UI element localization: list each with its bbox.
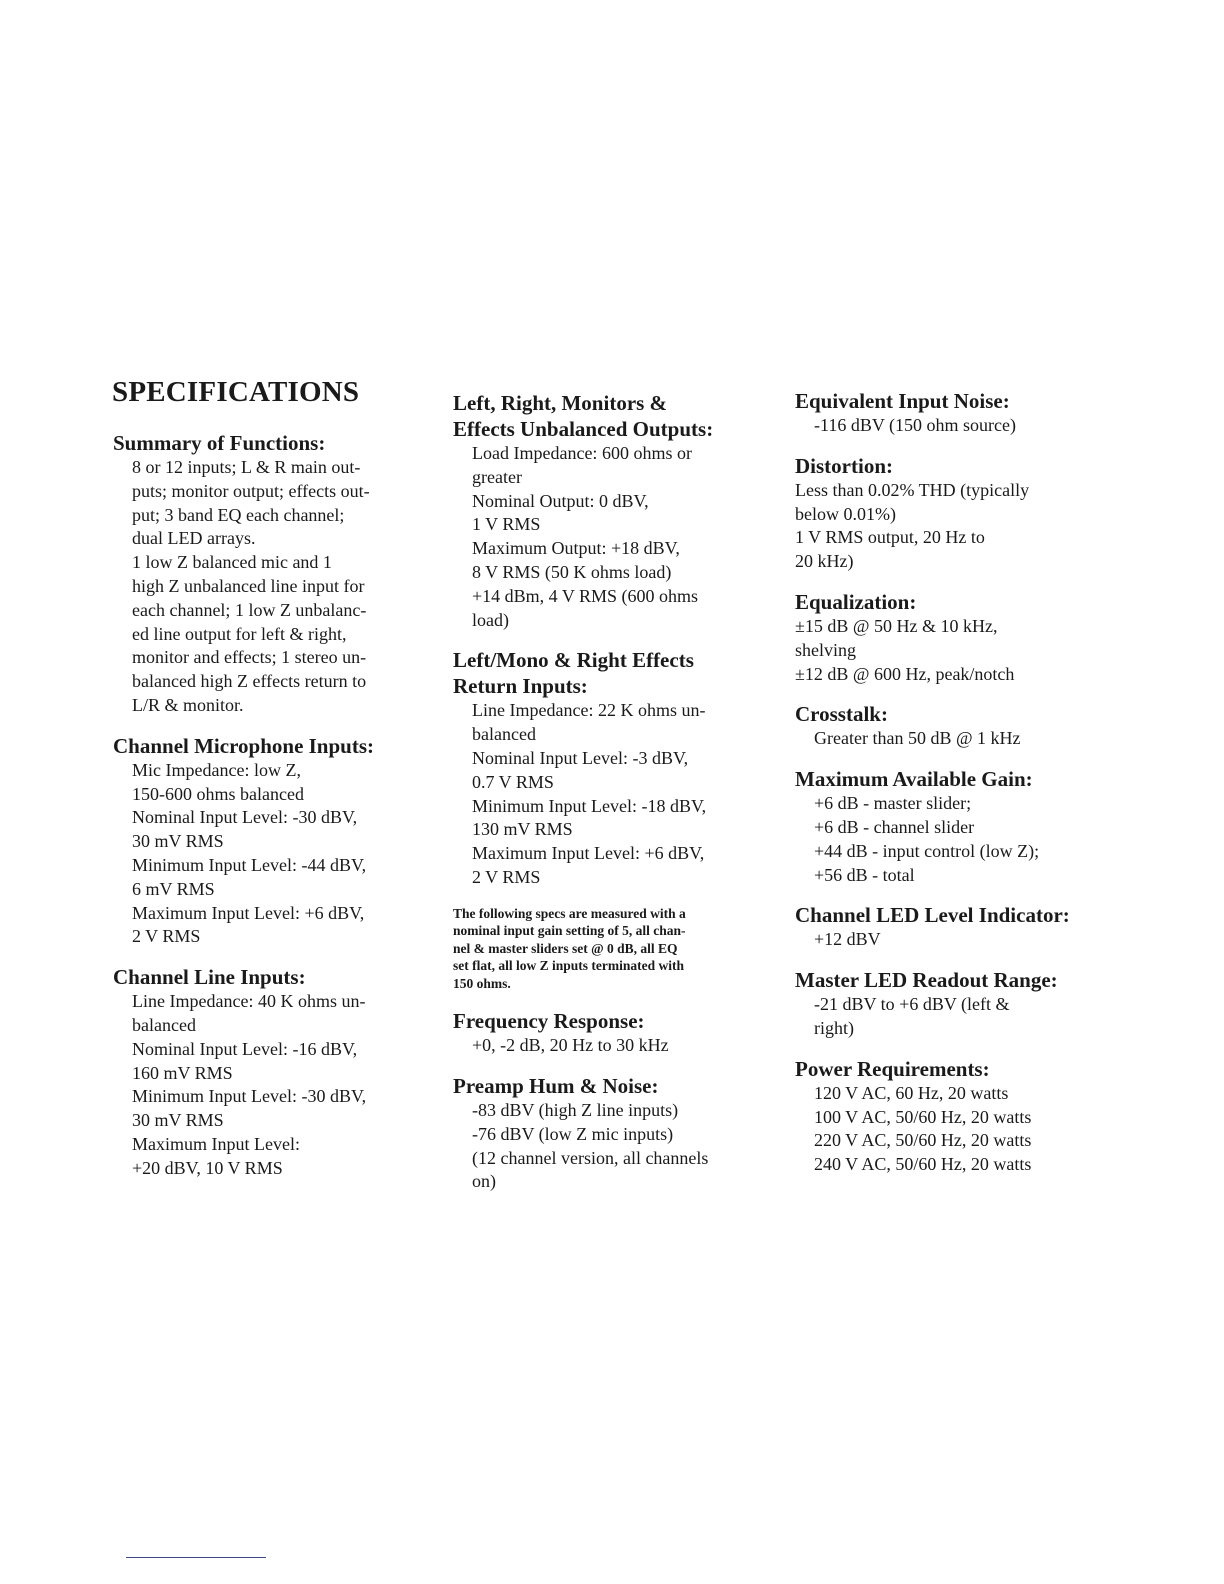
spec-column-3 (795, 388, 1115, 1192)
section-heading: Power Requirements: (795, 1056, 990, 1081)
spec-line: Minimum Input Level: -44 dBV, (132, 854, 367, 875)
spec-line: 8 V RMS (50 K ohms load) (472, 561, 672, 582)
footer-rule (126, 1557, 266, 1558)
section-body (795, 792, 1115, 887)
spec-line: 1 V RMS (472, 514, 541, 535)
spec-section-channel-line-inputs (113, 964, 423, 1180)
spec-line: +12 dBV (814, 929, 881, 950)
spec-line: each channel; 1 low Z unbalanc- (132, 599, 367, 620)
spec-line: -21 dBV to +6 dBV (left & (814, 994, 1010, 1015)
spec-line: 20 kHz) (795, 551, 854, 572)
section-heading: Equalization: (795, 589, 917, 614)
section-heading: Left, Right, Monitors & (453, 391, 668, 415)
spec-line: Nominal Input Level: -16 dBV, (132, 1038, 358, 1059)
spec-line: 240 V AC, 50/60 Hz, 20 watts (814, 1154, 1032, 1175)
spec-line: +0, -2 dB, 20 Hz to 30 kHz (472, 1035, 669, 1056)
spec-line: balanced high Z effects return to (132, 671, 367, 692)
spec-section-distortion (795, 453, 1115, 574)
spec-section-equalization (795, 589, 1115, 686)
spec-line: +14 dBm, 4 V RMS (600 ohms (472, 585, 699, 606)
spec-line: right) (814, 1017, 854, 1038)
spec-line: high Z unbalanced line input for (132, 575, 365, 596)
spec-line: -83 dBV (high Z line inputs) (472, 1100, 679, 1121)
spec-line: 6 mV RMS (132, 878, 215, 899)
spec-line: 30 mV RMS (132, 1110, 224, 1131)
spec-line: monitor and effects; 1 stereo un- (132, 647, 367, 668)
section-body (795, 1082, 1115, 1177)
spec-line: Less than 0.02% THD (typically (795, 479, 1030, 500)
note-line: nominal input gain setting of 5, all chan- (453, 923, 686, 939)
note-line: The following specs are measured with a (453, 905, 686, 921)
spec-line: L/R & monitor. (132, 694, 244, 715)
note-line: nel & master sliders set @ 0 dB, all EQ (453, 940, 678, 956)
spec-line: 2 V RMS (132, 926, 201, 947)
section-heading: Effects Unbalanced Outputs: (453, 417, 714, 441)
section-heading: Channel Line Inputs: (113, 965, 306, 990)
spec-line: 30 mV RMS (132, 831, 224, 852)
spec-line: +6 dB - master slider; (814, 793, 972, 814)
spec-line: Maximum Output: +18 dBV, (472, 538, 680, 559)
spec-section-frequency-response (453, 1008, 763, 1058)
spec-column-2 (453, 390, 763, 1209)
section-heading: Master LED Readout Range: (795, 968, 1058, 993)
spec-line: shelving (795, 639, 856, 660)
spec-line: greater (472, 466, 522, 487)
section-body (795, 479, 1115, 574)
page-title: SPECIFICATIONS (112, 376, 360, 408)
spec-line: ed line output for left & right, (132, 623, 347, 644)
spec-line: -76 dBV (low Z mic inputs) (472, 1123, 674, 1144)
section-heading: Frequency Response: (453, 1009, 645, 1034)
spec-line: dual LED arrays. (132, 528, 256, 549)
spec-line: put; 3 band EQ each channel; (132, 504, 345, 525)
measurement-note (453, 905, 763, 993)
section-heading: Summary of Functions: (113, 431, 326, 455)
section-body (795, 414, 1115, 438)
spec-section-master-led-readout-range (795, 967, 1115, 1041)
section-heading: Preamp Hum & Noise: (453, 1074, 659, 1099)
section-body (113, 456, 423, 718)
spec-line: -116 dBV (150 ohm source) (814, 415, 1016, 435)
spec-line: Maximum Input Level: +6 dBV, (472, 843, 705, 864)
section-heading: Channel Microphone Inputs: (113, 733, 375, 758)
spec-section-equivalent-input-noise (795, 388, 1115, 438)
spec-line: 220 V AC, 50/60 Hz, 20 watts (814, 1130, 1032, 1151)
spec-section-power-requirements (795, 1056, 1115, 1177)
spec-line: 120 V AC, 60 Hz, 20 watts (814, 1082, 1009, 1103)
spec-line: Greater than 50 dB @ 1 kHz (814, 728, 1021, 749)
spec-line: +20 dBV, 10 V RMS (132, 1157, 283, 1178)
section-body (795, 615, 1115, 686)
spec-section-maximum-available-gain (795, 766, 1115, 887)
spec-line: 150-600 ohms balanced (132, 783, 304, 804)
spec-line: +44 dB - input control (low Z); (814, 840, 1040, 861)
section-body (453, 699, 763, 889)
spec-line: 1 low Z balanced mic and 1 (132, 552, 332, 573)
spec-line: 1 V RMS output, 20 Hz to (795, 527, 985, 548)
spec-line: Load Impedance: 600 ohms or (472, 443, 692, 463)
note-line: 150 ohms. (453, 975, 511, 991)
spec-line: Minimum Input Level: -30 dBV, (132, 1086, 367, 1107)
section-body (113, 990, 423, 1180)
spec-line: Line Impedance: 40 K ohms un- (132, 991, 366, 1012)
section-body (113, 759, 423, 949)
section-body (453, 1034, 763, 1058)
spec-line: Nominal Input Level: -30 dBV, (132, 807, 358, 828)
spec-line: below 0.01%) (795, 503, 896, 524)
spec-section-channel-microphone-inputs (113, 733, 423, 949)
section-heading: Crosstalk: (795, 702, 888, 727)
spec-line: Maximum Input Level: (132, 1133, 300, 1154)
section-heading: Left/Mono & Right Effects (453, 648, 694, 673)
spec-line: +56 dB - total (814, 864, 915, 885)
spec-line: 160 mV RMS (132, 1062, 233, 1083)
spec-section-left-mono-right-effects-return-inputs (453, 647, 763, 889)
spec-line: Nominal Input Level: -3 dBV, (472, 747, 689, 768)
spec-line: 130 mV RMS (472, 819, 573, 840)
section-body (795, 727, 1115, 751)
section-body (795, 993, 1115, 1041)
spec-line: Minimum Input Level: -18 dBV, (472, 795, 707, 816)
section-body (453, 1099, 763, 1194)
spec-line: Mic Impedance: low Z, (132, 759, 301, 780)
spec-line: puts; monitor output; effects out- (132, 480, 370, 501)
section-body (795, 928, 1115, 952)
spec-line: 0.7 V RMS (472, 771, 554, 792)
spec-line: ±12 dB @ 600 Hz, peak/notch (795, 663, 1015, 684)
section-body (453, 442, 763, 632)
spec-line: ±15 dB @ 50 Hz & 10 kHz, (795, 615, 998, 636)
spec-section-preamp-hum-noise (453, 1073, 763, 1194)
spec-line: (12 channel version, all channels (472, 1147, 709, 1168)
section-heading: Channel LED Level Indicator: (795, 903, 1070, 928)
spec-line: balanced (472, 724, 536, 745)
spec-line: Line Impedance: 22 K ohms un- (472, 700, 706, 721)
spec-line: balanced (132, 1014, 196, 1035)
spec-line: 100 V AC, 50/60 Hz, 20 watts (814, 1106, 1032, 1127)
spec-line: Nominal Output: 0 dBV, (472, 490, 649, 511)
spec-line: 2 V RMS (472, 866, 541, 887)
spec-line: on) (472, 1171, 496, 1192)
note-line: set flat, all low Z inputs terminated with (453, 958, 684, 974)
spec-section-crosstalk (795, 701, 1115, 751)
spec-section-left-right-monitors-effects-unbalanced-outputs (453, 390, 763, 632)
spec-section-channel-led-level-indicator (795, 902, 1115, 952)
section-heading: Return Inputs: (453, 674, 588, 699)
spec-section-summary-of-functions (113, 430, 423, 718)
section-heading: Distortion: (795, 453, 893, 478)
spec-line: 8 or 12 inputs; L & R main out- (132, 457, 361, 477)
spec-line: load) (472, 609, 509, 630)
spec-line: +6 dB - channel slider (814, 816, 975, 837)
spec-column-1 (113, 430, 423, 1196)
section-heading: Equivalent Input Noise: (795, 389, 1010, 413)
section-heading: Maximum Available Gain: (795, 767, 1033, 792)
spec-line: Maximum Input Level: +6 dBV, (132, 902, 365, 923)
